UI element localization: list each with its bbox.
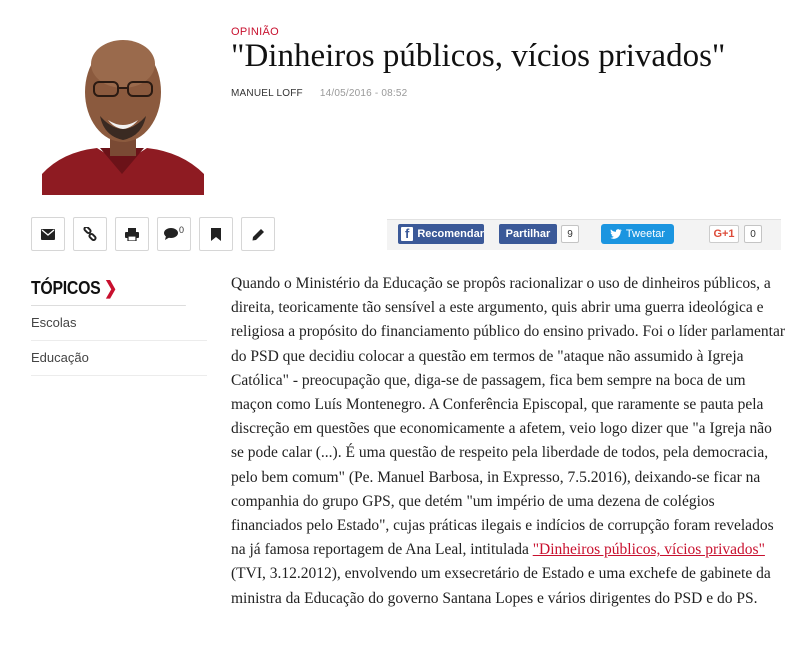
link-icon [83,227,97,241]
report-link[interactable]: "Dinheiros públicos, vícios privados" [532,541,765,559]
topic-link-educacao[interactable]: Educação [31,341,207,376]
gplus-count: 0 [744,225,762,243]
comment-icon [164,228,178,240]
print-icon [125,228,139,241]
tweet-label: Tweetar [625,228,666,240]
facebook-recommend-label: Recomendar [417,228,484,240]
social-share-bar [387,219,781,250]
email-button[interactable] [31,217,65,251]
comment-count: 0 [178,225,184,235]
topics-sidebar [31,278,207,376]
print-button[interactable] [115,217,149,251]
twitter-icon [610,229,622,239]
pencil-icon [252,228,265,241]
facebook-recommend-button[interactable] [398,224,484,244]
article-body [231,272,787,611]
comments-button[interactable] [157,217,191,251]
facebook-share-label: Partilhar [505,228,551,240]
author-portrait [42,24,204,195]
article-section[interactable]: OPINIÃO [231,26,279,38]
article-byline [231,88,407,99]
topic-link-escolas[interactable]: Escolas [31,306,207,341]
article-title: "Dinheiros públicos, vícios privados" [231,38,726,74]
bookmark-icon [211,228,221,241]
bookmark-button[interactable] [199,217,233,251]
facebook-icon: f [401,227,413,241]
facebook-share-count: 9 [561,225,579,243]
gplus-button[interactable]: G+1 [709,225,739,243]
topics-heading-label: TÓPICOS [31,278,101,298]
article-date: 14/05/2016 - 08:52 [319,88,408,99]
author-name[interactable]: MANUEL LOFF [231,88,303,99]
copy-link-button[interactable] [73,217,107,251]
topics-heading [31,278,186,306]
chevron-right-icon: ❯ [103,278,117,298]
paragraph-text-continued: (TVI, 3.12.2012), envolvendo um exsecretário de Estado e uma exchefe de gabinete da ministra da Educação do governo Santana Lopes e vários dirigentes do PSD e do PS. [231,565,771,607]
tweet-button[interactable] [601,224,674,244]
edit-button[interactable] [241,217,275,251]
envelope-icon [41,229,55,240]
article-paragraph [231,272,787,611]
facebook-share-button[interactable] [499,224,557,244]
article-toolbar [31,217,275,251]
paragraph-text: Quando o Ministério da Educação se propôs racionalizar o uso de dinheiros públicos, a direita, teoricamente tão sensível a este argumento, quis abrir uma guerra ideológica e religiosa a propósito do financiamento público do ensino privado. Foi o líder parlamentar do PSD que decidiu colocar a questão em termos de "ataque não assumido à Igreja Católica" - preocupação que, diga-se de passagem, fica bem sempre na boca de um maçon como Luís Montenegro. A Conferência Episcopal, que raramente se pauta pela discreção em questões que economicamente a afetem, veio logo dizer que "a Igreja não se pode calar (...). É uma questão de respeito pela liberdade de todos, pela democracia, pelo bem comum" (Pe. Manuel Barbosa, in Expresso, 7.5.2016), deixando-se ficar na companhia do grupo GPS, que detém "um império de uma dezena de colégios financiados pelo Estado", cujas práticas ilegais e indícios de corrupção foram revelados na já famosa reportagem de Ana Leal, intitulada [231,275,785,559]
